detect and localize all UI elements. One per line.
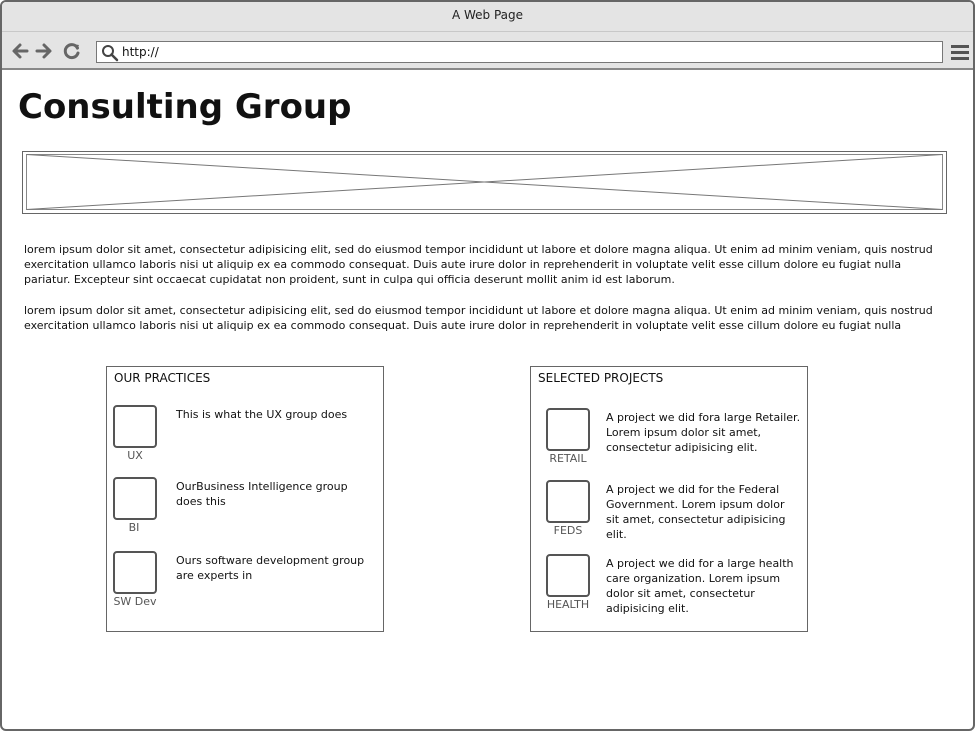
project-thumbnail <box>546 480 590 523</box>
window-titlebar <box>2 2 973 32</box>
intro-paragraph: lorem ipsum dolor sit amet, consectetur adipisicing elit, sed do eiusmod tempor incididunt ut labore et dolore magna aliqua. Ut enim ad minim veniam, quis nostrud exercitation ullamco laboris nisi ut aliquip ex ea commodo consequat. Duis aute irure dolor in reprehenderit in voluptate velit esse cillum dolore eu fugiat nulla pariatur. Excepteur sint occaecat cupidatat non proident, sunt in culpa qui officia deserunt mollit anim id est laborum. <box>24 243 933 286</box>
practice-label: BI <box>128 521 140 534</box>
project-label: HEALTH <box>546 598 590 611</box>
project-thumbnail <box>546 554 590 597</box>
hamburger-menu-icon[interactable] <box>950 42 970 62</box>
practice-label: SW Dev <box>113 595 157 608</box>
second-paragraph: lorem ipsum dolor sit amet, consectetur adipisicing elit, sed do eiusmod tempor incididunt ut labore et dolore magna aliqua. Ut enim ad minim veniam, quis nostrud exercitation ullamco laboris nisi ut aliquip ex ea commodo consequat. Duis aute irure dolor in reprehenderit in voluptate velit esse cillum dolore eu fugiat nulla <box>24 304 933 332</box>
search-icon <box>101 44 119 62</box>
browser-toolbar <box>2 32 973 70</box>
project-description: A project we did for a large health care organization. Lorem ipsum dolor sit amet, consectetur adipisicing elit. <box>606 557 794 615</box>
reload-icon[interactable] <box>62 41 82 61</box>
practices-panel <box>106 366 384 632</box>
practices-title: OUR PRACTICES <box>114 371 211 385</box>
url-text[interactable]: http:// <box>122 45 159 59</box>
image-placeholder-icon <box>22 151 947 214</box>
project-label: RETAIL <box>549 452 587 465</box>
projects-panel <box>530 366 808 632</box>
practice-item[interactable] <box>107 404 383 474</box>
practice-description: This is what the UX group does <box>176 408 348 421</box>
project-description: A project we did for the Federal Government. Lorem ipsum dolor sit amet, consectetur adipisicing elit. <box>606 483 786 541</box>
project-description: A project we did fora large Retailer. Lorem ipsum dolor sit amet, consectetur adipisicing elit. <box>606 411 801 454</box>
project-thumbnail <box>546 408 590 451</box>
practice-item[interactable] <box>107 476 383 546</box>
project-label: FEDS <box>553 524 583 537</box>
practice-label: UX <box>127 449 143 462</box>
projects-title: SELECTED PROJECTS <box>538 371 664 385</box>
practice-thumbnail <box>113 551 157 594</box>
window-title: A Web Page <box>451 8 524 22</box>
practice-description: OurBusiness Intelligence group does this <box>176 480 348 508</box>
project-item[interactable] <box>531 553 807 625</box>
address-bar[interactable] <box>96 41 943 63</box>
page-title: Consulting Group <box>18 87 352 127</box>
practice-thumbnail <box>113 405 157 448</box>
practice-item[interactable] <box>107 550 383 620</box>
forward-arrow-icon[interactable] <box>34 41 54 61</box>
project-item[interactable] <box>531 407 807 479</box>
practice-thumbnail <box>113 477 157 520</box>
practice-description: Ours software development group are experts in <box>176 554 365 582</box>
back-arrow-icon[interactable] <box>10 41 30 61</box>
project-item[interactable] <box>531 479 807 551</box>
